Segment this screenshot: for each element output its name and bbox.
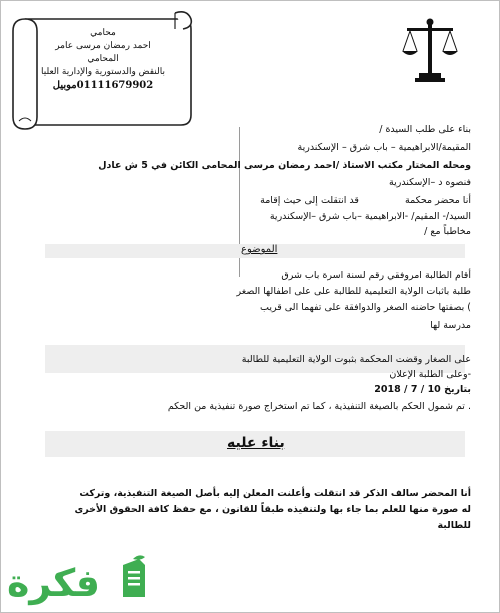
closing-line-3: للطالبة xyxy=(437,520,471,531)
card-phone: 01111679902موبيل xyxy=(52,80,154,91)
card-line-2: احمد رمضان مرسى عامر xyxy=(55,41,151,51)
bailiff-label: أنا محضر محكمة xyxy=(405,195,471,206)
site-logo xyxy=(7,551,157,611)
moved-to-label: قد انتقلت إلى حيث إقامة xyxy=(260,195,359,206)
scales-of-justice-icon xyxy=(401,15,459,85)
subject-line-4: مدرسة لها xyxy=(430,320,471,331)
card-line-4: بالنقض والدستورية والإدارية العليا xyxy=(41,67,165,77)
subject-line-3: ) بصفتها حاضنه الصغر والدوافقة على تفهما الى قريب xyxy=(259,302,471,313)
card-line-3: المحامي xyxy=(87,54,119,64)
bailiff-line xyxy=(31,194,471,208)
closing-line-1: أنا المحضر سالف الذكر قد انتقلت وأعلنت المعلن إليه بأصل الصيغة التنفيذية، وتركت xyxy=(79,488,471,499)
date-line: بتاريخ 10 / 7 / 2018 xyxy=(374,384,471,395)
therefore-heading: بناء عليه xyxy=(227,435,285,451)
lawyer-scroll-card xyxy=(5,5,195,133)
address-line: ومحله المختار مكتب الاستاذ /احمد رمضان مرسى المحامى الكائن في 5 ش عادل xyxy=(98,160,471,171)
closing-line-2: له صورة منها للعلم بما جاء بها ولتنفيذه طبقاً للقانون ، مع حفظ كافة الحقوق الأخرى xyxy=(74,504,471,515)
subject-heading: الموضوع xyxy=(241,244,278,255)
ruling-line: على الصغار وقضت المحكمة بثبوت الولاية التعليمية للطالبة xyxy=(241,354,471,365)
execution-line: . تم شمول الحكم بالصيغة التنفيذية ، كما تم استخراج صورة تنفيذية من الحكم xyxy=(167,401,471,412)
address-line-2: فنصوه د –الإسكندرية xyxy=(389,177,471,188)
logo-text: فكرة xyxy=(7,561,101,605)
residence-line: المقيمة/الابراهيمية – باب شرق – الإسكندرية xyxy=(297,142,471,153)
subject-line-2: طلبة باثبات الولاية التعليمية للطالبة على على اطفالها الصغر xyxy=(236,286,471,297)
requester-line: بناء على طلب السيدة / xyxy=(379,124,471,135)
card-text xyxy=(33,27,173,92)
announcement-line: -وعلى الطلبة الإعلان xyxy=(389,369,471,380)
defendant-line: السيد/- المقيم/ -الابراهيمية –باب شرق –الإسكندرية xyxy=(269,211,471,222)
document-leaf-icon xyxy=(119,555,149,601)
addressed-with-line: مخاطباً مع / xyxy=(424,226,471,237)
subject-line-1: أقام الطالبة امروفقي رقم لسنة اسرة باب شرق xyxy=(281,270,471,281)
card-line-1: محامي xyxy=(90,28,116,38)
